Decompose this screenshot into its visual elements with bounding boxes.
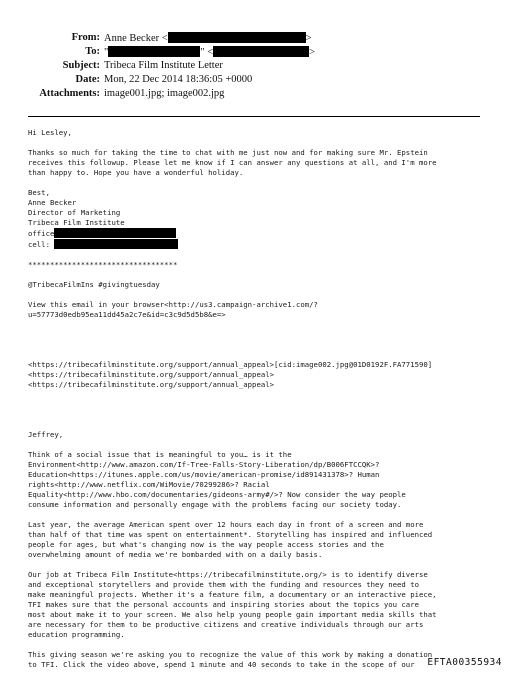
subject-value: Tribeca Film Institute Letter [104,60,223,71]
date-row [0,74,512,86]
separator-stars: ********************************** [28,260,178,269]
to-mid: " < [200,47,214,58]
redaction-block [54,239,178,249]
paragraph-our-job [28,570,492,640]
text-line: Education<https://itunes.apple.com/us/movie/american-promise/id891431378>? Human [28,470,380,479]
to-value-line [104,46,315,59]
greeting: Hi Lesley, [28,128,72,137]
email-body [28,128,492,670]
text-line: overwhelming amount of media we're bombarded with on a daily basis. [28,550,323,559]
text-line: Last year, the average American spent over 12 hours each day in front of a screen and more [28,520,424,529]
text-line: Thanks so much for taking the time to chat with me just now and for making sure Mr. Epstein [28,148,428,157]
from-value: Anne Becker < [104,33,168,44]
text-line: TFI makes sure that the personal accounts and inspiring stories about the topics you care [28,600,419,609]
hashtags: @TribecaFilmIns #givingtuesday [28,280,160,289]
subject-row [0,60,512,72]
text-line: education programming. [28,630,125,639]
paragraph-screen-time [28,520,492,560]
to-prefix: " [104,47,109,58]
appeal-link[interactable]: <https://tribecafilminstitute.org/support/annual_appeal> [28,370,275,379]
text-line: receives this followup. Please let me know if I can answer any questions at all, and I'm more [28,158,437,167]
redaction-block [108,46,200,57]
to-label: To: [85,46,100,57]
paragraph-giving-season [28,650,492,670]
salutation: Jeffrey, [28,430,64,439]
attachments-row [0,88,512,100]
text-line[interactable]: View this email in your browser<http://us3.campaign-archive1.com/? [28,300,318,309]
text-line: than happy to. Hope you have a wonderful holiday. [28,168,244,177]
text-line: This giving season we're asking you to recognize the value of this work by making a donation [28,650,433,659]
date-value: Mon, 22 Dec 2014 18:36:05 +0000 [104,74,253,85]
from-label: From: [71,32,100,43]
text-line[interactable]: u=57773d0edb95ea11dd45a2c7e&id=c3c9d5d5b8&e=> [28,310,226,319]
text-line: Equality<http://www.hbo.com/documentaries/gideons-army#/>? Now consider the way people [28,490,406,499]
attachments-label: Attachments: [39,88,100,99]
date-label: Date: [75,74,100,85]
subject-label: Subject: [62,60,100,71]
cell-line [28,239,492,250]
redaction-block [54,228,176,238]
text-line: Best, [28,188,50,197]
header-divider [28,116,480,117]
redaction-block [168,32,306,43]
document-id: EFTA00355934 [427,657,502,668]
from-tail: > [305,33,312,44]
text-line: Anne Becker [28,198,77,207]
attachments-value: image001.jpg; image002.jpg [104,88,225,99]
text-line: most about make it to your screen. We also help young people gain important media skills that [28,610,437,619]
text-line: Director of Marketing [28,208,121,217]
to-tail: > [309,47,316,58]
text-line: consume information and personally engage with the problems facing our society today. [28,500,402,509]
text-line: Tribeca Film Institute [28,218,125,227]
to-row [0,46,512,58]
text-line: to TFI. Click the video above, spend 1 minute and 40 seconds to take in the scope of our [28,660,415,669]
text-line: people for ages, but what's changing now is the way people access stories and the [28,540,384,549]
text-line: Think of a social issue that is meaningful to you… is it the [28,450,292,459]
text-line: are necessary for them to be productive citizens and creative individuals through our arts [28,620,424,629]
signature [28,188,492,250]
appeal-link[interactable]: <https://tribecafilminstitute.org/support/annual_appeal> [28,380,275,389]
text-line: rights<http://www.netflix.com/WiMovie/70299286>? Racial [28,480,270,489]
office-line [28,228,492,239]
appeal-links [28,360,492,390]
paragraph-social-issue [28,450,492,510]
redaction-block [213,46,309,57]
text-line: and exceptional storytellers and provide them with the funding and resources they need to [28,580,419,589]
office-label: office [28,229,55,238]
appeal-link[interactable]: <https://tribecafilminstitute.org/support/annual_appeal>[cid:image002.jpg@01D0192F.FA771590] [28,360,433,369]
view-in-browser[interactable] [28,300,492,320]
cell-label: cell: [28,240,50,249]
paragraph-thanks [28,148,492,178]
from-row [0,32,512,44]
text-line: than half of that time was spent on entertainment*. Storytelling has inspired and influenced [28,530,433,539]
text-line: make meaningful projects. Whether it's a feature film, a documentary or an interactive piece, [28,590,437,599]
from-value-line [104,32,312,45]
text-line: Our job at Tribeca Film Institute<https://tribecafilminstitute.org/> is to identify diverse [28,570,428,579]
text-line: Environment<http://www.amazon.com/If-Tree-Falls-Story-Liberation/dp/B006FTCCQK>? [28,460,380,469]
